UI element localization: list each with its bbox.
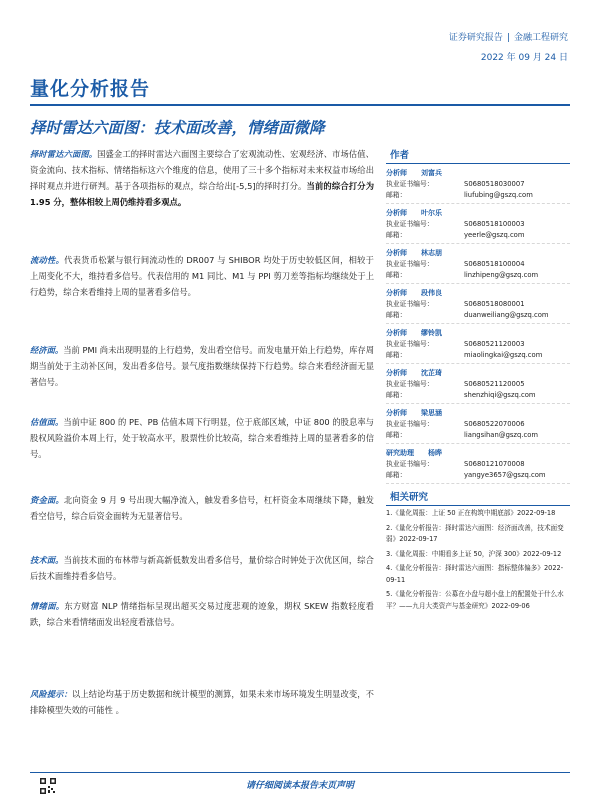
author-cert: S0680121070008 <box>464 460 525 468</box>
related-date: 2022-09-17 <box>399 535 438 543</box>
paragraph-lead: 流动性。 <box>30 255 65 265</box>
author-role-line <box>386 408 570 419</box>
footer-divider <box>30 772 570 773</box>
author-name: 段伟良 <box>421 289 442 297</box>
paragraph-lead: 情绪面。 <box>30 601 65 611</box>
paragraph-body: 国盛金工的择时雷达六面图主要综合了宏观流动性、宏观经济、市场估值、资金流向、技术指标、情绪指标这六个维度的信息，使用了三十多个指标对未来权益市场给出择时观点并进行研判。基于各项指标的观点，综合给出[-5,5]的择时打分。 <box>30 149 374 191</box>
author-role: 分析师 <box>386 209 407 217</box>
header-subcategory: 金融工程研究 <box>513 33 568 43</box>
paragraph-lead: 估值面。 <box>30 417 64 427</box>
paragraph-risk <box>30 686 374 718</box>
author-separator <box>386 361 570 364</box>
author-cert: S0680518080001 <box>464 300 525 308</box>
cert-label: 执业证书编号： <box>386 420 434 428</box>
author-name: 梁思涵 <box>421 409 442 417</box>
related-list <box>386 508 570 612</box>
paragraph-liquidity <box>30 252 374 300</box>
author-email[interactable]: duanweiliang@gszq.com <box>464 311 549 319</box>
author-name: 沈芷琦 <box>421 369 442 377</box>
author-entry <box>386 448 570 484</box>
author-cert-line <box>386 379 570 390</box>
author-role: 分析师 <box>386 369 407 377</box>
author-role-line <box>386 248 570 259</box>
paragraph-lead: 风险提示： <box>30 689 72 699</box>
author-cert-line <box>386 179 570 190</box>
paragraph-body: 当前 PMI 尚未出现明显的上行趋势，发出看空信号。而发电量开始上行趋势，库存周期当前处于主动补区间，发出看多信号。景气度指数继续保持下行趋势。综合来看经济面无显著信号。 <box>30 345 374 387</box>
email-label: 邮箱： <box>386 351 407 359</box>
related-item[interactable] <box>386 549 570 561</box>
paragraph-lead: 经济面。 <box>30 345 64 355</box>
author-email-line <box>386 470 570 481</box>
author-entry <box>386 328 570 364</box>
author-separator <box>386 241 570 244</box>
author-role-line <box>386 208 570 219</box>
related-date: 2022-09-18 <box>516 509 556 517</box>
author-entry <box>386 368 570 404</box>
author-email-line <box>386 390 570 401</box>
paragraph-highlight: 当前的综合打分为 1.95 分，整体相较上周仍维持看多观点。 <box>30 181 374 207</box>
related-date: 2022-09-12 <box>522 549 562 558</box>
author-role: 分析师 <box>386 409 407 417</box>
paragraph-body: 当前中证 800 的 PE、PB 估值本周下行明显，位于底部区域，中证 800 的股息率与股权风险溢价本周上行，处于较高水平，股票性价比较高，综合来看维持上周的显著看多的信号。 <box>30 417 374 459</box>
author-cert: S0680518100003 <box>464 220 525 228</box>
author-entry <box>386 208 570 244</box>
related-item[interactable] <box>386 508 570 520</box>
cert-label: 执业证书编号： <box>386 260 434 268</box>
authors-heading: 作者 <box>386 146 570 164</box>
paragraph-lead: 资金面。 <box>30 495 64 505</box>
author-email-line <box>386 430 570 441</box>
related-heading: 相关研究 <box>386 488 570 506</box>
author-name: 缪铃凯 <box>421 329 442 337</box>
author-email[interactable]: yeerle@gszq.com <box>464 231 525 239</box>
header-date: 2022 年 09 月 24 日 <box>480 53 568 63</box>
paragraph-radar <box>30 146 374 210</box>
author-entry <box>386 288 570 324</box>
author-email[interactable]: yangye3657@gszq.com <box>464 471 546 479</box>
author-email-line <box>386 190 570 201</box>
author-cert-line <box>386 339 570 350</box>
author-cert: S0680521120003 <box>464 340 525 348</box>
paragraph-body: 代表货币松紧与银行间流动性的 DR007 与 SHIBOR 均处于历史较低区间，相较于上周变化不大，维持看多信号。代表信用的 M1 同比、M1 与 PPI 剪刀差等指标均继续处于上行趋势，综合来看维持上周的显著看多信号。 <box>30 255 374 297</box>
author-role-line <box>386 448 570 459</box>
cert-label: 执业证书编号： <box>386 380 434 388</box>
paragraph-lead: 择时雷达六面图。 <box>30 149 98 159</box>
author-role: 分析师 <box>386 169 407 177</box>
related-title[interactable]: 4.《量化分析报告：择时雷达六面图：指标整体偏多》 <box>386 564 544 572</box>
author-email-line <box>386 310 570 321</box>
header-category: 证券研究报告 <box>448 33 503 43</box>
author-separator <box>386 401 570 404</box>
author-cert: S0680521120005 <box>464 380 525 388</box>
related-title[interactable]: 1.《量化周报：上证 50 正在构筑中期底部》 <box>386 509 517 517</box>
author-cert-line <box>386 459 570 470</box>
author-separator <box>386 481 570 484</box>
author-email-line <box>386 230 570 241</box>
related-title[interactable]: 2.《量化分析报告：择时雷达六面图：经济面改善，技术面变弱》 <box>386 523 564 543</box>
author-name: 叶尔乐 <box>421 209 442 217</box>
author-name: 林志朋 <box>421 249 442 257</box>
author-separator <box>386 281 570 284</box>
email-label: 邮箱： <box>386 431 407 439</box>
email-label: 邮箱： <box>386 471 407 479</box>
report-subtitle: 择时雷达六面图：技术面改善，情绪面微降 <box>30 119 325 137</box>
footer-disclaimer: 请仔细阅读本报告末页声明 <box>245 781 354 791</box>
author-cert-line <box>386 299 570 310</box>
cert-label: 执业证书编号： <box>386 460 434 468</box>
paragraph-valuation <box>30 414 374 462</box>
paragraph-capital <box>30 492 374 524</box>
author-email[interactable]: liufubing@gszq.com <box>464 191 533 199</box>
related-item[interactable] <box>386 523 570 546</box>
email-label: 邮箱： <box>386 191 407 199</box>
author-cert: S0680522070006 <box>464 420 525 428</box>
author-email-line <box>386 350 570 361</box>
sidebar <box>386 146 570 615</box>
author-role: 分析师 <box>386 329 407 337</box>
author-entry <box>386 408 570 444</box>
paragraph-technical <box>30 552 374 584</box>
author-separator <box>386 321 570 324</box>
header-meta: 证券研究报告 | 金融工程研究 2022 年 09 月 24 日 <box>449 28 568 68</box>
author-role-line <box>386 288 570 299</box>
author-cert: S0680518100004 <box>464 260 525 268</box>
author-separator <box>386 441 570 444</box>
related-date: 2022-09-06 <box>491 601 530 610</box>
paragraph-body: 东方财富 NLP 情绪指标呈现出超买交易过度悲观的迹象，期权 SKEW 指数轻度看跌，综合来看情绪面发出轻度看涨信号。 <box>30 601 374 627</box>
author-email[interactable]: liangsihan@gszq.com <box>464 431 538 439</box>
author-separator <box>386 201 570 204</box>
cert-label: 执业证书编号： <box>386 220 434 228</box>
author-email[interactable]: miaolingkai@gszq.com <box>464 351 543 359</box>
author-email[interactable]: shenzhiqi@gszq.com <box>464 391 536 399</box>
related-date: 2022-09-11 <box>386 564 564 584</box>
author-name: 杨晔 <box>428 449 442 457</box>
paragraph-body: 当前技术面的布林带与新高新低数发出看多信号，量价综合时钟处于次优区间，综合后技术面维持看多信号。 <box>30 555 374 581</box>
author-email-line <box>386 270 570 281</box>
paragraph-lead: 技术面。 <box>30 555 64 565</box>
author-role-line <box>386 368 570 379</box>
paragraph-body: 北向资金 9 月 9 号出现大幅净流入，触发看多信号，杠杆资金本周继续下降，触发看空信号，综合后资金面转为无显著信号。 <box>30 495 374 521</box>
paragraph-economy <box>30 342 374 390</box>
title-divider <box>30 104 570 106</box>
related-title[interactable]: 3.《量化周报：中期看多上证 50，沪深 300》 <box>386 549 523 558</box>
author-list <box>386 168 570 484</box>
author-role-line <box>386 168 570 179</box>
report-title: 量化分析报告 <box>30 78 151 100</box>
paragraph-sentiment <box>30 598 374 630</box>
author-role: 分析师 <box>386 289 407 297</box>
author-cert-line <box>386 219 570 230</box>
author-role: 分析师 <box>386 249 407 257</box>
author-entry <box>386 248 570 284</box>
email-label: 邮箱： <box>386 271 407 279</box>
email-label: 邮箱： <box>386 311 407 319</box>
author-cert: S0680518030007 <box>464 180 525 188</box>
email-label: 邮箱： <box>386 391 407 399</box>
author-email[interactable]: linzhipeng@gszq.com <box>464 271 539 279</box>
author-cert-line <box>386 419 570 430</box>
related-item[interactable] <box>386 563 570 586</box>
cert-label: 执业证书编号： <box>386 180 434 188</box>
author-cert-line <box>386 259 570 270</box>
author-role: 研究助理 <box>386 449 414 457</box>
related-item[interactable] <box>386 589 570 612</box>
paragraph-body: 以上结论均基于历史数据和统计模型的测算，如果未来市场环境发生明显改变，不排除模型失效的可能性 。 <box>30 689 374 715</box>
related-title[interactable]: 5.《量化分析报告：公募在小盘与超小盘上的配置处于什么水平？——九月大类资产与基金研究》 <box>386 590 564 610</box>
cert-label: 执业证书编号： <box>386 300 434 308</box>
author-name: 刘富兵 <box>421 169 442 177</box>
email-label: 邮箱： <box>386 231 407 239</box>
author-entry <box>386 168 570 204</box>
cert-label: 执业证书编号： <box>386 340 434 348</box>
author-role-line <box>386 328 570 339</box>
